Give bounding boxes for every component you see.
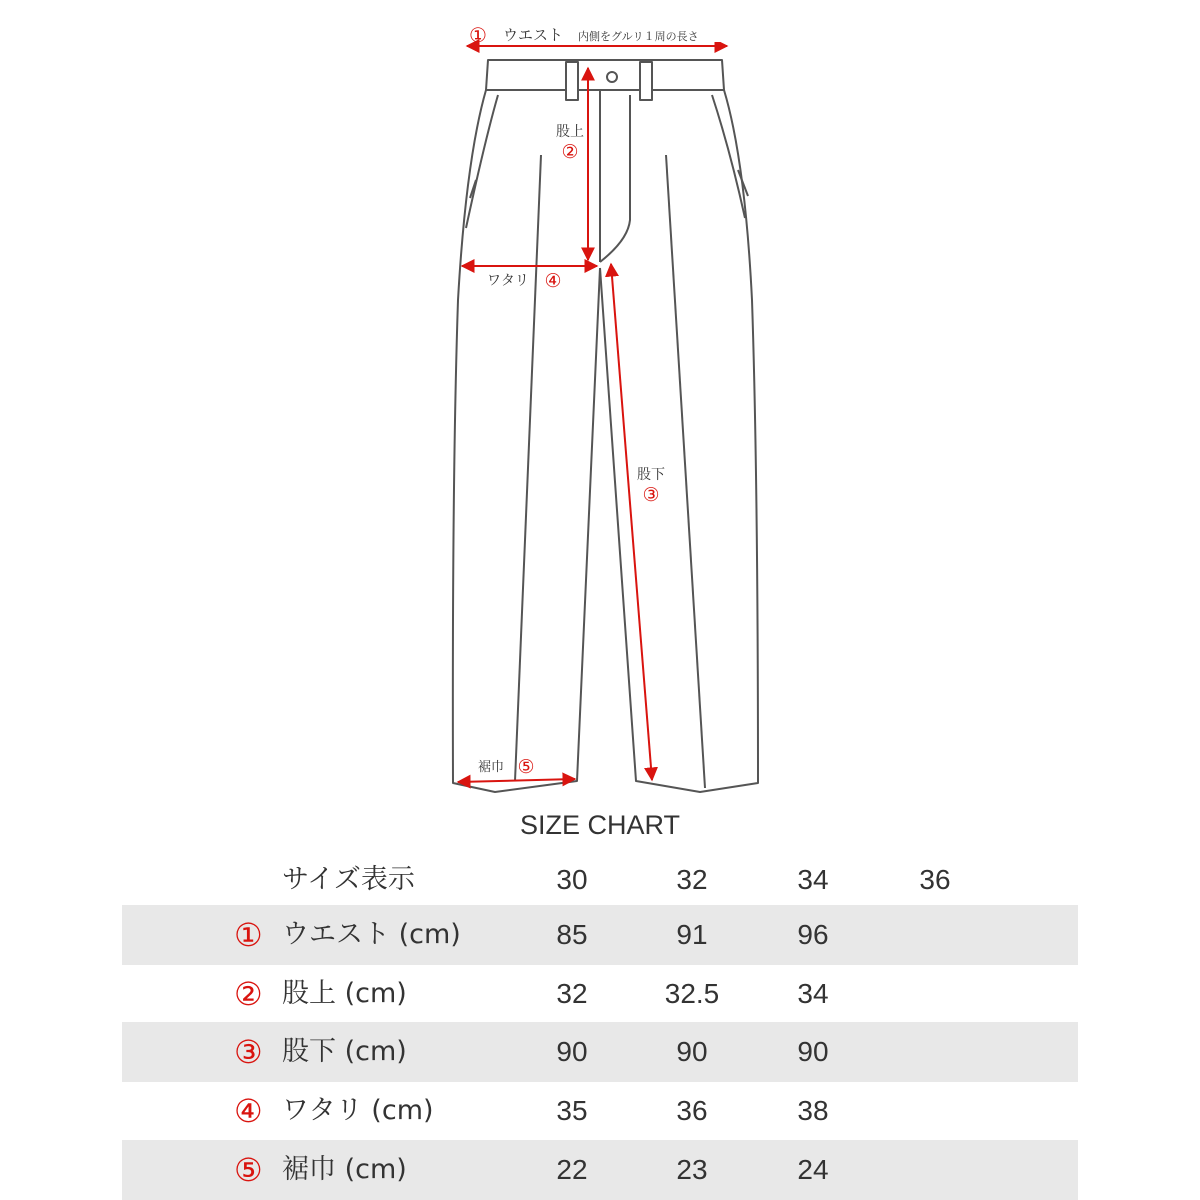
table-row-thigh (122, 1081, 1078, 1141)
thigh-measure (462, 266, 597, 292)
size-header-34: 34 (797, 864, 829, 895)
thigh-label: ワタリ (487, 273, 529, 289)
table-row-rise (122, 964, 1078, 1024)
row-name: 裾巾 (cm) (282, 1154, 407, 1185)
table-cell: 34 (797, 978, 829, 1009)
table-cell: 85 (556, 919, 588, 950)
row-name: ウエスト (cm) (282, 919, 461, 950)
table-header-row (122, 850, 1078, 910)
row-num: ⑤ (234, 1151, 263, 1189)
row-name: 股下 (cm) (282, 1036, 407, 1067)
row-num: ① (234, 916, 263, 954)
waist-note: 内側をグルリ１周の長さ (578, 30, 699, 43)
table-cell: 32.5 (664, 978, 720, 1009)
hem-label: 裾巾 (478, 760, 505, 775)
size-header-36: 36 (919, 864, 951, 895)
table-cell: 90 (676, 1036, 708, 1067)
row-num: ③ (234, 1033, 263, 1071)
inseam-num: ③ (642, 484, 660, 506)
waist-num: ① (469, 23, 487, 47)
table-cell: 90 (556, 1036, 588, 1067)
table-cell: 24 (797, 1154, 829, 1185)
table-cell: 23 (676, 1154, 708, 1185)
table-cell: 96 (797, 919, 829, 950)
table-cell: 36 (676, 1095, 708, 1126)
size-chart-title: SIZE CHART (519, 810, 681, 840)
table-row-inseam (122, 1022, 1078, 1082)
row-num: ② (234, 975, 263, 1013)
table-row-waist (122, 905, 1078, 965)
table-cell: 22 (556, 1154, 588, 1185)
table-row-hem (122, 1140, 1078, 1200)
row-num: ④ (234, 1092, 263, 1130)
size-header-32: 32 (676, 864, 708, 895)
row-name: 股上 (cm) (282, 978, 407, 1009)
rise-num: ② (561, 141, 579, 163)
size-header-30: 30 (556, 864, 588, 895)
waist-measure (467, 22, 727, 47)
inseam-label: 股下 (637, 467, 665, 483)
size-header-label: サイズ表示 (282, 864, 415, 895)
hem-measure (458, 756, 575, 782)
table-cell: 91 (676, 919, 708, 950)
hem-num: ⑤ (517, 756, 535, 778)
waist-label: ウエスト (503, 26, 564, 44)
rise-label: 股上 (556, 124, 584, 140)
pants-outline (453, 60, 758, 792)
row-name: ワタリ (cm) (282, 1095, 434, 1126)
inseam-measure (611, 264, 665, 780)
table-cell: 90 (797, 1036, 829, 1067)
table-cell: 32 (556, 978, 588, 1009)
table-cell: 38 (797, 1095, 829, 1126)
table-cell: 35 (556, 1095, 588, 1126)
button-icon (607, 72, 617, 82)
thigh-num: ④ (544, 270, 562, 292)
